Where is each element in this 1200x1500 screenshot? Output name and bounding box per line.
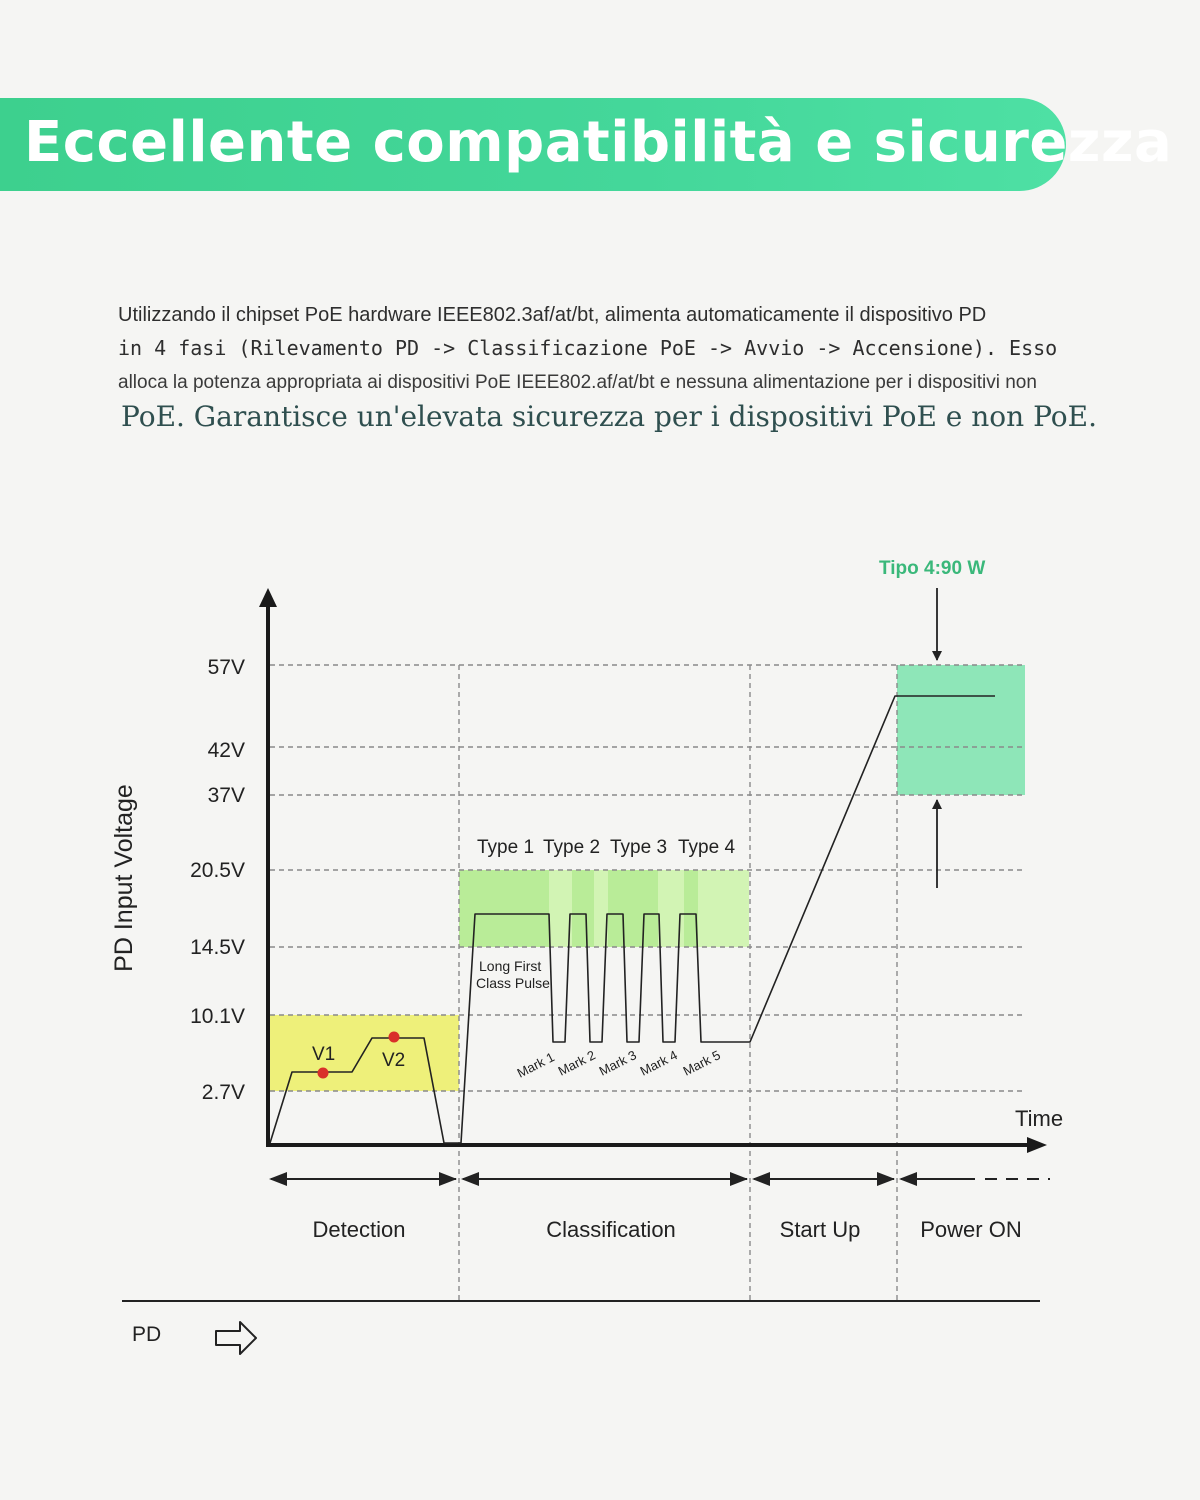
type-1-label: Type 1 (477, 837, 535, 858)
tick-2-7v: 2.7V (201, 1081, 245, 1104)
v1-point (318, 1068, 329, 1079)
pd-label: PD (132, 1323, 162, 1346)
classification-band-stripe-1 (459, 870, 549, 947)
tick-20-5v: 20.5V (190, 859, 245, 882)
phase-labels (313, 1217, 1022, 1242)
long-pulse-label-2: Class Pulse (476, 975, 550, 991)
tick-42v: 42V (207, 739, 245, 762)
mark-3-label: Mark 3 (596, 1047, 639, 1079)
y-axis-arrow-icon (259, 588, 277, 607)
tick-10-1v: 10.1V (190, 1005, 245, 1028)
type-labels (477, 837, 735, 858)
type-2-label: Type 2 (543, 837, 601, 858)
description-line-3: alloca la potenza appropriata ai dispositivi PoE IEEE802.af/at/bt e nessuna alimentazione per i dispositivi non (118, 372, 1037, 393)
x-axis-label: Time (1015, 1106, 1064, 1131)
v2-point (389, 1032, 400, 1043)
mark-4-label: Mark 4 (637, 1047, 680, 1079)
power-callout: Tipo 4:90 W (879, 558, 986, 579)
type-4-label: Type 4 (678, 837, 736, 858)
page-title: Eccellente compatibilità e sicurezza (24, 110, 1173, 175)
type-3-label: Type 3 (610, 837, 668, 858)
long-pulse-label-1: Long First (479, 958, 542, 974)
phase-detection: Detection (312, 1217, 406, 1242)
classification-band-stripe-4 (684, 870, 698, 947)
phase-power-on: Power ON (920, 1217, 1022, 1242)
mark-labels (515, 1047, 723, 1080)
mark-2-label: Mark 2 (555, 1047, 598, 1079)
detection-band (270, 1015, 459, 1091)
y-axis-label: PD Input Voltage (110, 784, 138, 972)
phase-start-up: Start Up (779, 1217, 861, 1242)
tick-14-5v: 14.5V (190, 936, 245, 959)
description-line-2: in 4 fasi (Rilevamento PD -> Classificazione PoE -> Avvio -> Accensione). Esso (118, 336, 1058, 360)
voltage-tick-labels (190, 656, 245, 1104)
classification-band-stripe-2 (572, 870, 594, 947)
tick-57v: 57V (207, 656, 245, 679)
v2-label: V2 (382, 1050, 406, 1071)
right-arrow-icon (216, 1322, 256, 1354)
phase-span-arrows (269, 1172, 1050, 1186)
power-on-box (897, 665, 1025, 795)
v1-label: V1 (312, 1044, 336, 1065)
mark-1-label: Mark 1 (514, 1049, 557, 1081)
description-line-1: Utilizzando il chipset PoE hardware IEEE802.3af/at/bt, alimenta automaticamente il dispositivo PD (118, 304, 987, 326)
phase-classification: Classification (546, 1217, 676, 1242)
description-line-4: PoE. Garantisce un'elevata sicurezza per i dispositivi PoE e non PoE. (121, 400, 1097, 433)
mark-5-label: Mark 5 (680, 1047, 723, 1079)
x-axis-arrow-icon (1027, 1137, 1047, 1153)
classification-band-stripe-3 (608, 870, 658, 947)
tick-37v: 37V (207, 784, 245, 807)
